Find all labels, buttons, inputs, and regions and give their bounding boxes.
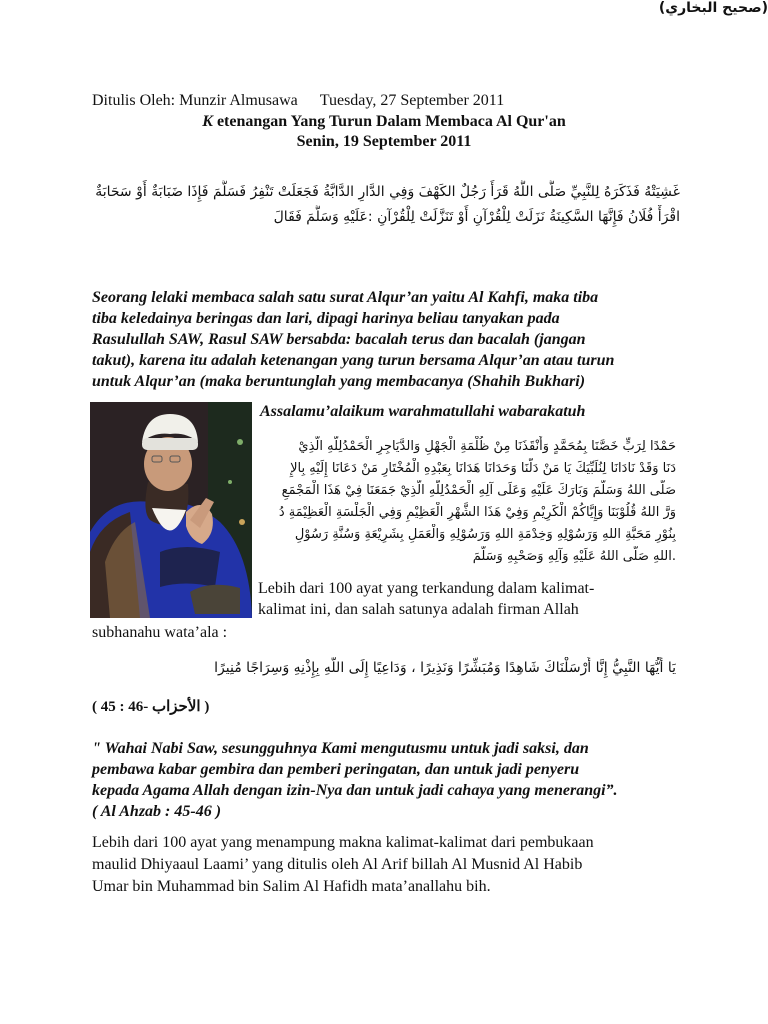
closing-line: maulid Dhiyaaul Laami’ yang ditulis oleh Al Arif billah Al Musnid Al Habib bbox=[92, 856, 583, 873]
habib-photo-illustration bbox=[90, 402, 252, 618]
closing-paragraph bbox=[92, 832, 692, 898]
hadith-arabic-line: اقْرَأْ فُلَانُ فَإِنَّهَا السَّكِينَةُ نَزَلَتْ لِلْقُرْآنِ أَوْ تَنَزَّلَتْ لِلْقُرْآنِ :عَلَيْهِ وَسَلَّمَ فَقَالَ bbox=[273, 209, 680, 225]
quote-line: ( Al Ahzab : 45-46 ) bbox=[92, 803, 222, 820]
translation-line: Rasulullah SAW, Rasul SAW bersabda: bacalah terus dan bacalah (jangan bbox=[92, 331, 586, 348]
byline bbox=[92, 92, 504, 110]
quote-line: kepada Agama Allah dengan izin-Nya dan untuk jadi cahaya yang menerangi”. bbox=[92, 782, 618, 799]
closing-line: Umar bin Muhammad bin Salim Al Hafidh mata’anallahu bih. bbox=[92, 878, 491, 895]
duaa-arabic-line: حَمْدًا لِرَبٍّ خَصَّنَا بِمُحَمَّدٍ وَأَنْقَذَنَا مِنْ ظُلْمَةِ الْجَهْلِ وَالدَّيَاجِرِ الْحَمْدُلِلَّهِ الَّذِيْ bbox=[298, 439, 676, 454]
quote-line: pembawa kabar gembira dan pemberi peringatan, dan untuk jadi penyeru bbox=[92, 761, 580, 778]
intro-line: Lebih dari 100 ayat yang terkandung dalam kalimat- bbox=[258, 580, 595, 597]
article-title bbox=[0, 113, 768, 131]
title-text: etenangan Yang Turun Dalam Membaca Al Qur'an bbox=[212, 113, 566, 130]
duaa-arabic-line: وَرَّ اللهُ قُلُوْبَنَا وَإِيَّاكُمْ الْكَرِيْمِ وَفِيْ هَذَا الشَّهْرِ الْعَظِيْمِ وَفِي الْجَلْسَةِ الْعَظِيْمَةِ دُ bbox=[278, 505, 676, 520]
hadith-translation bbox=[92, 287, 672, 392]
hadith-arabic-line: غَشِيَتْهُ فَذَكَرَهُ لِلنَّبِيِّ صَلَّى اللَّهُ قَرَأَ رَجُلٌ الكَهْفَ وَفِي الدَّارِ الدَّابَّةُ فَجَعَلَتْ تَنْفِرُ فَسَلَّمَ فَإِذَا ضَبَابَةٌ أَوْ سَحَابَةٌ bbox=[95, 184, 680, 200]
verse-translation bbox=[92, 738, 692, 822]
closing-line: Lebih dari 100 ayat yang menampung makna kalimat-kalimat dari pembukaan bbox=[92, 834, 594, 851]
quran-verse-arabic: يَا أَيُّهَا النَّبِيُّ إِنَّا أَرْسَلْنَاكَ شَاهِدًا وَمُبَشِّرًا وَنَذِيرًا ، وَدَاعِيًا إِلَى اللَّهِ بِإِذْنِهِ وَسِرَاجًا مُنِيرًا bbox=[214, 660, 676, 676]
quote-line: " Wahai Nabi Saw, sesungguhnya Kami mengutusmu untuk jadi saksi, dan bbox=[92, 740, 589, 757]
translation-line: takut), karena itu adalah ketenangan yang turun bersama Alqur’an atau turun bbox=[92, 352, 615, 369]
translation-line: untuk Alqur’an (maka beruntunglah yang membacanya (Shahih Bukhari) bbox=[92, 373, 586, 390]
intro-line: subhanahu wata’ala : bbox=[92, 624, 228, 641]
duaa-arabic-line: صَلَّى اللهُ وَسَلَّمَ وَبَارَكَ عَلَيْهِ وَعَلَى آلِهِ الْحَمْدُلِلَّهِ الَّذِيْ جَمَعَنَا فِيْ هَذَا الْمَجْمَعِ bbox=[281, 483, 676, 498]
article-date: Senin, 19 September 2011 bbox=[296, 133, 472, 150]
habib-photo bbox=[90, 402, 252, 618]
translation-line: Seorang lelaki membaca salah satu surat Alqur’an yaitu Al Kahfi, maka tiba bbox=[92, 289, 599, 306]
hadith-source: (صحيح البخاري) bbox=[658, 0, 768, 16]
duaa-arabic-line: بِنُوْرِ مَحَبَّةِ اللهِ وَرَسُوْلِهِ وَخِدْمَةِ اللهِ وَرَسُوْلِهِ وَالْعَمَلِ بِشَرِيْعَةِ وَسُنَّةِ رَسُوْلِ bbox=[294, 527, 676, 542]
title-initial: K bbox=[202, 113, 213, 130]
intro-line: kalimat ini, dan salah satunya adalah firman Allah bbox=[258, 601, 579, 618]
duaa-arabic-line: .اللهِ صَلَّى اللهُ عَلَيْهِ وَآلِهِ وَصَحْبِهِ وَسَلَّمَ bbox=[472, 549, 676, 564]
greeting: Assalamu’alaikum warahmatullahi wabarakatuh bbox=[260, 403, 586, 420]
translation-line: tiba keledainya beringas dan lari, dipagi harinya beliau tanyakan pada bbox=[92, 310, 560, 327]
duaa-arabic-line: دَنَا وَقَدْ نَادَانَا لِنُلَبِّيَكَ يَا مَنْ دَلَّنَا وَحَدَانَا هَدَانَا بِعَبْدِهِ الْمُخْتَارِ مَنْ دَعَانَا إِلَيْهِ بِالإِ bbox=[290, 461, 676, 476]
post-date: Tuesday, 27 September 2011 bbox=[319, 92, 505, 109]
verse-reference: ( 45 : الأحزاب -46 ) bbox=[92, 699, 210, 715]
author-text: Ditulis Oleh: Munzir Almusawa bbox=[92, 92, 298, 109]
